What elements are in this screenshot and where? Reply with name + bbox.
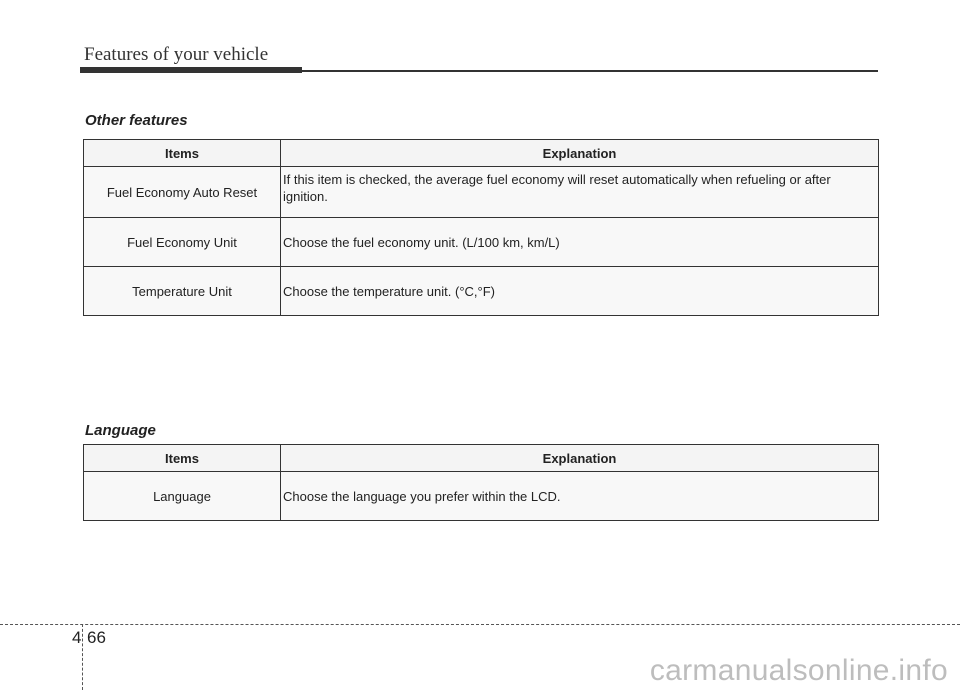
explanation-cell: Choose the language you prefer within the LCD. bbox=[281, 472, 879, 521]
language-heading: Language bbox=[85, 422, 156, 439]
header-rule-thin bbox=[300, 70, 878, 72]
table-row bbox=[84, 167, 879, 218]
table-row bbox=[84, 267, 879, 316]
other-features-heading: Other features bbox=[85, 112, 188, 129]
page-number: 66 bbox=[87, 628, 106, 647]
explanation-cell: Choose the temperature unit. (°C,°F) bbox=[281, 267, 879, 316]
other-features-table bbox=[83, 139, 879, 316]
footer-dashed-rule bbox=[0, 624, 960, 625]
column-header-items: Items bbox=[84, 140, 281, 167]
page-header-title: Features of your vehicle bbox=[84, 44, 269, 65]
chapter-number: 4 bbox=[72, 628, 82, 647]
explanation-cell: If this item is checked, the average fuel economy will reset automatically when refueling or after ignition. bbox=[281, 167, 879, 218]
item-cell: Fuel Economy Unit bbox=[84, 218, 281, 267]
item-cell: Fuel Economy Auto Reset bbox=[84, 167, 281, 218]
footer-dashed-divider bbox=[82, 624, 83, 690]
header-rule-thick bbox=[80, 67, 302, 73]
language-table bbox=[83, 444, 879, 521]
table-header-row bbox=[84, 445, 879, 472]
table-row bbox=[84, 218, 879, 267]
item-cell: Language bbox=[84, 472, 281, 521]
table-row bbox=[84, 472, 879, 521]
column-header-explanation: Explanation bbox=[281, 140, 879, 167]
column-header-items: Items bbox=[84, 445, 281, 472]
item-cell: Temperature Unit bbox=[84, 267, 281, 316]
explanation-cell: Choose the fuel economy unit. (L/100 km, km/L) bbox=[281, 218, 879, 267]
table-header-row bbox=[84, 140, 879, 167]
watermark-text: carmanualsonline.info bbox=[649, 654, 948, 687]
column-header-explanation: Explanation bbox=[281, 445, 879, 472]
